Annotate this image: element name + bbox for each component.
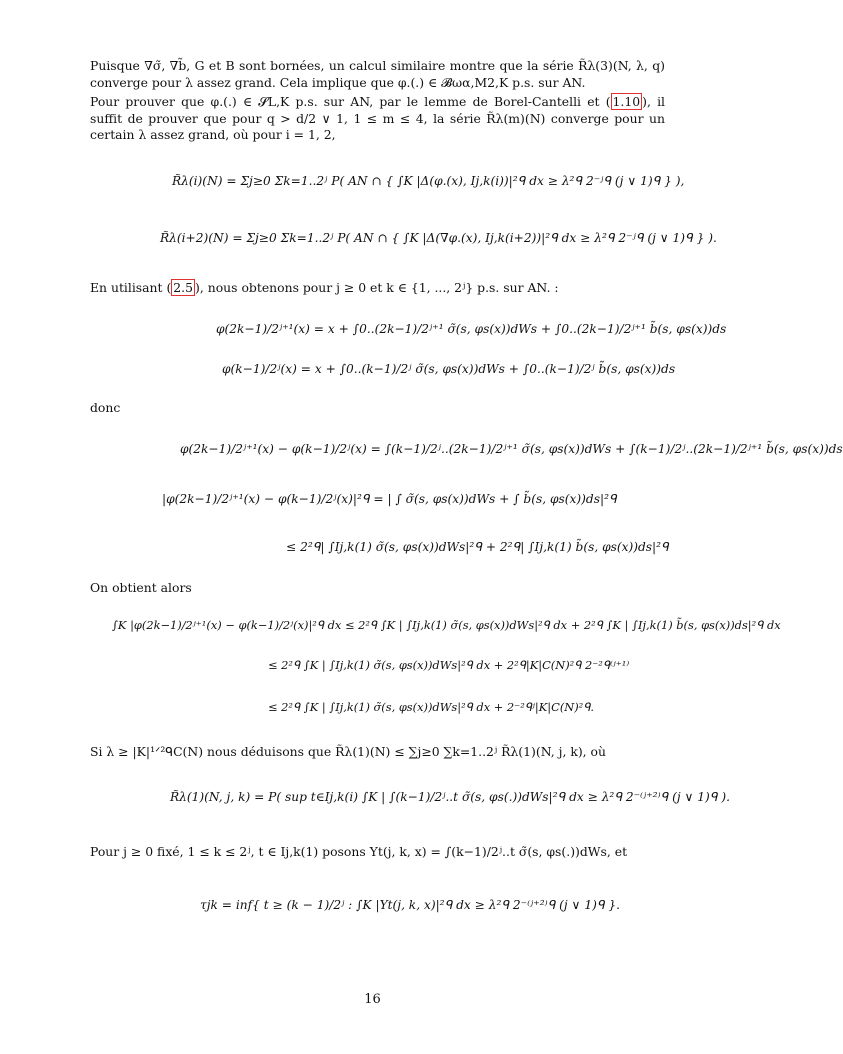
paragraph-4: [90, 400, 665, 417]
paragraph-5: [90, 580, 665, 597]
equation-reference-link[interactable]: 1.10: [612, 94, 641, 109]
paragraph-7-text: Pour j ≥ 0 fixé, 1 ≤ k ≤ 2ʲ, t ∈ Ij,k(1) posons Yt(j, k, x) = ∫(k−1)/2ʲ..t σ̃(s, φs(.))dWs, et: [90, 844, 628, 859]
paragraph-3-text-b: ), nous obtenons pour j ≥ 0 et k ∈ {1, ..., 2ʲ} p.s. sur AN. :: [195, 280, 559, 295]
equation-1: R̃λ(i)(N) = Σj≥0 Σk=1..2ʲ P( AN ∩ { ∫K |Δ(φ.(x), Ij,k(i))|²ᑫ dx ≥ λ²ᑫ 2⁻ʲᑫ (j ∨ 1)ᑫ } ),: [172, 174, 685, 188]
equation-9: ≤ 2²ᑫ ∫K | ∫Ij,k(1) σ̃(s, φs(x))dWs|²ᑫ dx + 2²ᑫ|K|C(N)²ᑫ 2⁻²ᑫ⁽ʲ⁺¹⁾: [268, 658, 630, 672]
equation-2: R̃λ(i+2)(N) = Σj≥0 Σk=1..2ʲ P( AN ∩ { ∫K |Δ(∇φ.(x), Ij,k(i+2))|²ᑫ dx ≥ λ²ᑫ 2⁻ʲᑫ (j ∨ 1)ᑫ } ).: [160, 231, 717, 245]
paragraph-5-text: On obtient alors: [90, 580, 192, 595]
paragraph-4-text: donc: [90, 400, 121, 415]
page-number: 16: [364, 992, 381, 1007]
paragraph-2-text-a: Pour prouver que φ.(.) ∈ 𝓢L,K p.s. sur AN, par le lemme de Borel-Cantelli et (: [90, 94, 611, 109]
equation-8: ∫K |φ(2k−1)/2ʲ⁺¹(x) − φ(k−1)/2ʲ(x)|²ᑫ dx ≤ 2²ᑫ ∫K | ∫Ij,k(1) σ̃(s, φs(x))dWs|²ᑫ dx + 2²ᑫ ∫K | ∫Ij,k(1) b̃(s, φs(x))ds|²ᑫ dx: [112, 618, 781, 632]
equation-5: φ(2k−1)/2ʲ⁺¹(x) − φ(k−1)/2ʲ(x) = ∫(k−1)/2ʲ..(2k−1)/2ʲ⁺¹ σ̃(s, φs(x))dWs + ∫(k−1)/2ʲ..(2k−1)/2ʲ⁺¹ b̃(s, φs(x))ds: [180, 442, 843, 456]
equation-12: τjk = inf{ t ≥ (k − 1)/2ʲ : ∫K |Yt(j, k, x)|²ᑫ dx ≥ λ²ᑫ 2⁻⁽ʲ⁺²⁾ᑫ (j ∨ 1)ᑫ }.: [200, 898, 620, 912]
paragraph-1-text: Puisque ∇σ̃, ∇b̃, G et B sont bornées, un calcul similaire montre que la série R̃λ(3)(N, λ, q) converge pour λ assez grand. Cela implique que φ.(.) ∈ 𝓑ωα,M2,K p.s. sur AN.: [90, 58, 665, 90]
paragraph-3-text-a: En utilisant (: [90, 280, 172, 295]
paragraph-2: [90, 94, 665, 144]
paragraph-6-text: Si λ ≥ |K|¹ᐟ²ᑫC(N) nous déduisons que R̃λ(1)(N) ≤ ∑j≥0 ∑k=1..2ʲ R̃λ(1)(N, j, k), où: [90, 744, 606, 759]
equation-4: φ(k−1)/2ʲ(x) = x + ∫0..(k−1)/2ʲ σ̃(s, φs(x))dWs + ∫0..(k−1)/2ʲ b̃(s, φs(x))ds: [222, 362, 676, 376]
equation-6: |φ(2k−1)/2ʲ⁺¹(x) − φ(k−1)/2ʲ(x)|²ᑫ = | ∫ σ̃(s, φs(x))dWs + ∫ b̃(s, φs(x))ds|²ᑫ: [162, 492, 617, 506]
equation-3: φ(2k−1)/2ʲ⁺¹(x) = x + ∫0..(2k−1)/2ʲ⁺¹ σ̃(s, φs(x))dWs + ∫0..(2k−1)/2ʲ⁺¹ b̃(s, φs(x))ds: [216, 322, 727, 336]
paragraph-1: [90, 58, 665, 91]
equation-11: R̃λ(1)(N, j, k) = P( sup t∈Ij,k(i) ∫K | ∫(k−1)/2ʲ..t σ̃(s, φs(.))dWs|²ᑫ dx ≥ λ²ᑫ 2⁻⁽ʲ⁺²⁾ᑫ (j ∨ 1)ᑫ ).: [170, 790, 730, 804]
equation-10: ≤ 2²ᑫ ∫K | ∫Ij,k(1) σ̃(s, φs(x))dWs|²ᑫ dx + 2⁻²ᑫʲ|K|C(N)²ᑫ.: [268, 700, 595, 714]
paragraph-2-text-b: ), il suffit de prouver que pour q > d/2 ∨ 1, 1 ≤ m ≤ 4, la série R̃λ(m)(N) converge pour un certain λ assez grand, où pour i = 1, 2,: [90, 94, 666, 142]
equation-7: ≤ 2²ᑫ| ∫Ij,k(1) σ̃(s, φs(x))dWs|²ᑫ + 2²ᑫ| ∫Ij,k(1) b̃(s, φs(x))ds|²ᑫ: [286, 540, 669, 554]
paragraph-3: [90, 280, 665, 297]
equation-reference-link[interactable]: 2.5: [173, 280, 194, 295]
paragraph-6: [90, 744, 665, 761]
paragraph-7: [90, 844, 665, 861]
